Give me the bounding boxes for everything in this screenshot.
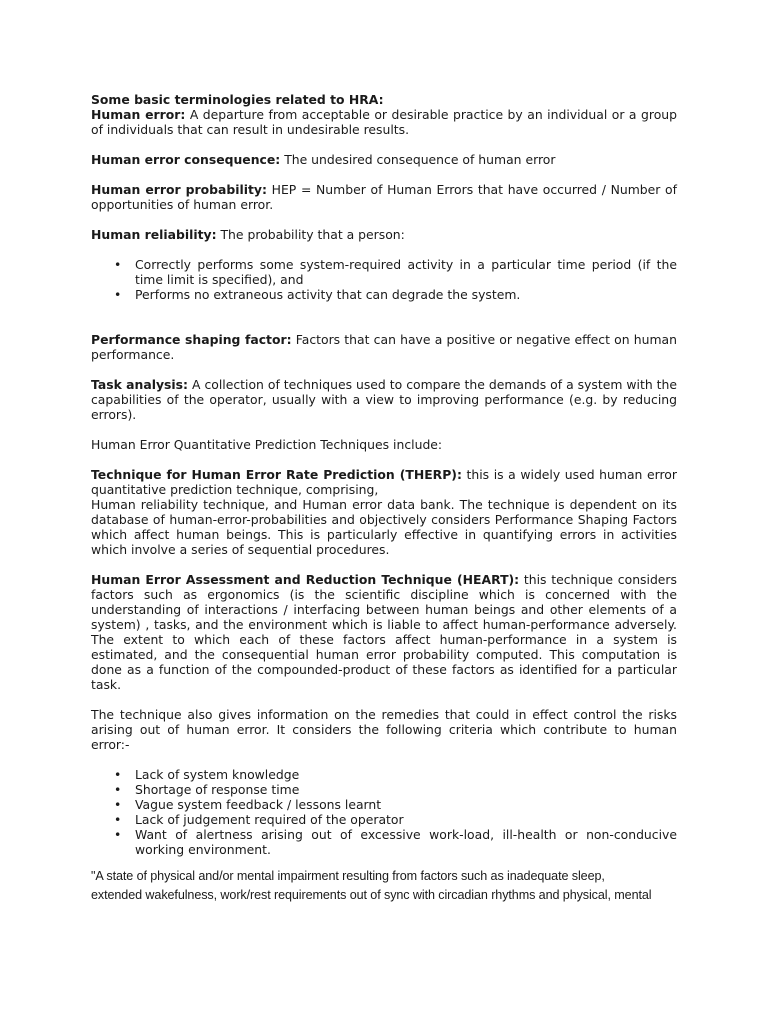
definition-human-reliability bbox=[91, 227, 677, 242]
term-label: Task analysis: bbox=[91, 377, 189, 392]
list-item: • Correctly performs some system-required activity in a particular time period (if the time limit is specified), and bbox=[135, 257, 677, 287]
quote-block bbox=[91, 867, 677, 905]
document-body bbox=[91, 92, 677, 905]
term-label: Performance shaping factor: bbox=[91, 332, 292, 347]
list-item: • Performs no extraneous activity that can degrade the system. bbox=[135, 287, 677, 302]
term-definition: Factors that can have a positive or negative effect on human performance. bbox=[91, 332, 677, 362]
heart-paragraph bbox=[91, 572, 677, 692]
term-label: Human error: bbox=[91, 107, 186, 122]
definition-human-error-consequence bbox=[91, 152, 677, 167]
definition-performance-shaping-factor bbox=[91, 332, 677, 362]
term-label: Human reliability: bbox=[91, 227, 217, 242]
definition-task-analysis bbox=[91, 377, 677, 422]
term-definition: this is a widely used human error quantitative prediction technique, comprising, bbox=[91, 467, 677, 497]
list-item: • Want of alertness arising out of excessive work-load, ill-health or non-conducive working environment. bbox=[135, 827, 677, 857]
term-definition: HEP = Number of Human Errors that have occurred / Number of opportunities of human error. bbox=[91, 182, 677, 212]
list-item: • Lack of system knowledge bbox=[135, 767, 677, 782]
term-label: Technique for Human Error Rate Prediction (THERP): bbox=[91, 467, 462, 482]
therp-paragraph bbox=[91, 467, 677, 557]
term-label: Human error consequence: bbox=[91, 152, 281, 167]
term-definition: A collection of techniques used to compare the demands of a system with the capabilities of the operator, usually with a view to improving performance (e.g. by reducing errors). bbox=[91, 377, 678, 422]
term-definition: this technique considers factors such as ergonomics (is the scientific discipline which is concerned with the understanding of interactions / interfacing between human beings and other elements of a system) , tasks, and the environment which is liable to affect human-performance adversely. The extent to which each of these factors affect human-performance in a system is estimated, and the consequential human error probability computed. This computation is done as a function of the compounded-product of these factors as identified for a particular task. bbox=[91, 572, 677, 692]
criteria-list bbox=[91, 767, 677, 857]
term-definition: The probability that a person: bbox=[216, 227, 405, 242]
list-item: • Vague system feedback / lessons learnt bbox=[135, 797, 677, 812]
term-definition: A departure from acceptable or desirable practice by an individual or a group of individuals that can result in undesirable results. bbox=[91, 107, 677, 137]
list-item: • Lack of judgement required of the operator bbox=[135, 812, 677, 827]
definition-human-error-probability bbox=[91, 182, 677, 212]
remedies-paragraph: The technique also gives information on the remedies that could in effect control the risks arising out of human error. It considers the following criteria which contribute to human error:- bbox=[91, 707, 677, 752]
techniques-intro: Human Error Quantitative Prediction Techniques include: bbox=[91, 437, 443, 452]
quote-line: extended wakefulness, work/rest requirements out of sync with circadian rhythms and physical, mental bbox=[91, 888, 652, 902]
list-item: • Shortage of response time bbox=[135, 782, 677, 797]
therp-continuation: Human reliability technique, and Human error data bank. The technique is dependent on its database of human-error-probabilities and objectively considers Performance Shaping Factors which affect human beings. This is particularly effective in quantifying errors in activities which involve a series of sequential procedures. bbox=[91, 497, 677, 557]
term-label: Human error probability: bbox=[91, 182, 267, 197]
quote-line: "A state of physical and/or mental impairment resulting from factors such as inadequate sleep, bbox=[91, 869, 605, 883]
term-label: Human Error Assessment and Reduction Technique (HEART): bbox=[91, 572, 520, 587]
reliability-list bbox=[91, 257, 677, 302]
term-definition: The undesired consequence of human error bbox=[280, 152, 556, 167]
definition-human-error bbox=[91, 107, 677, 137]
section-heading: Some basic terminologies related to HRA: bbox=[91, 92, 384, 107]
